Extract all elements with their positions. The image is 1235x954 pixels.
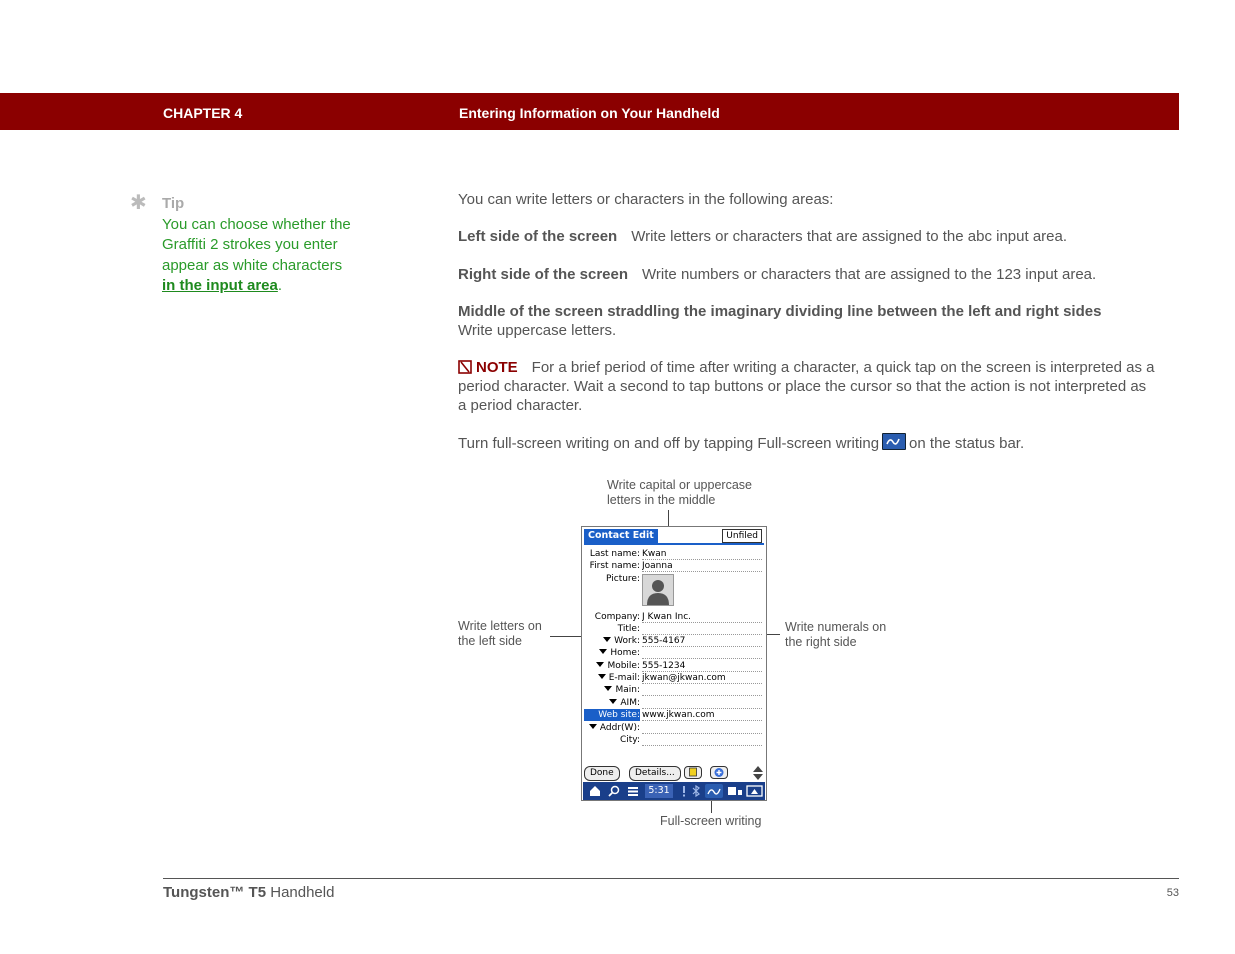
field-first-name[interactable] [584, 560, 764, 572]
status-bar [583, 782, 765, 800]
tip-link-input-area[interactable]: in the input area [162, 276, 278, 294]
field-label[interactable] [609, 697, 640, 709]
intro-paragraph: You can write letters or characters in the following areas: [458, 191, 834, 208]
field-value[interactable]: J Kwan Inc. [642, 611, 762, 623]
dropdown-arrow-icon [598, 674, 606, 679]
field-value[interactable]: jkwan@jkwan.com [642, 672, 762, 684]
left-side-term: Left side of the screen [458, 228, 618, 245]
callout-middle: Write capital or uppercase letters in the middle [607, 478, 752, 507]
field-value[interactable] [642, 684, 762, 696]
person-silhouette-icon [643, 575, 673, 605]
footer-product [163, 884, 334, 901]
left-side-desc: Write letters or characters that are assigned to the abc input area. [631, 228, 1068, 245]
field-last-name[interactable] [584, 548, 764, 560]
note-label: NOTE [476, 359, 518, 376]
scroll-arrows-icon[interactable] [752, 765, 764, 781]
left-side-paragraph [458, 227, 1158, 246]
right-side-paragraph [458, 265, 1158, 284]
note-button[interactable] [684, 766, 702, 779]
home-icon[interactable] [588, 784, 602, 798]
plus-icon [713, 767, 725, 778]
dropdown-arrow-icon [609, 699, 617, 704]
field-value[interactable] [642, 647, 762, 659]
dropdown-arrow-icon [596, 662, 604, 667]
field-label-text: Work: [614, 636, 640, 646]
callout-left: Write letters on the left side [458, 619, 542, 648]
field-label[interactable] [596, 660, 640, 672]
field-label[interactable] [603, 635, 640, 647]
field-label[interactable] [589, 722, 640, 734]
dropdown-arrow-icon [604, 686, 612, 691]
field-email[interactable] [584, 672, 764, 684]
middle-term: Middle of the screen straddling the imaginary dividing line between the left and right sides [458, 303, 1102, 320]
field-label: Company: [594, 612, 640, 622]
field-label-text: Mobile: [607, 661, 640, 671]
note-icon [458, 360, 472, 374]
rotate-screen-icon[interactable] [746, 784, 763, 798]
field-home[interactable] [584, 647, 764, 659]
field-label: Web site: [584, 709, 640, 721]
field-mobile[interactable] [584, 660, 764, 672]
field-value[interactable] [642, 734, 762, 746]
done-button[interactable]: Done [584, 766, 620, 781]
fullscreen-writing-icon [882, 433, 906, 450]
fullscreen-paragraph [458, 433, 1158, 453]
field-title[interactable] [584, 623, 764, 635]
field-label-text: E-mail: [608, 673, 640, 683]
bluetooth-icon[interactable] [689, 784, 703, 798]
note-paragraph [458, 358, 1158, 415]
field-company[interactable] [584, 611, 764, 623]
fullscreen-writing-toggle-icon[interactable] [705, 784, 723, 798]
find-icon[interactable] [607, 784, 621, 798]
fullscreen-text-after: on the status bar. [909, 435, 1025, 452]
chapter-title: Entering Information on Your Handheld [459, 105, 720, 121]
tip-period: . [277, 276, 283, 294]
field-city[interactable] [584, 734, 764, 746]
category-selector[interactable]: Unfiled [722, 529, 762, 543]
tip-body-text: You can choose whether the Graffiti 2 strokes you enter appear as white characters [162, 216, 351, 274]
field-value[interactable] [642, 722, 762, 734]
field-label[interactable] [599, 647, 640, 659]
contact-edit-titlebar [584, 529, 764, 545]
dropdown-arrow-icon [603, 637, 611, 642]
contact-picture[interactable] [642, 574, 674, 606]
field-label: City: [619, 735, 640, 745]
field-label: First name: [589, 561, 640, 571]
field-main[interactable] [584, 684, 764, 696]
field-value[interactable]: Joanna [642, 560, 762, 572]
fullscreen-text-before: Turn full-screen writing on and off by tapping Full-screen writing [458, 435, 880, 452]
tip-text [162, 215, 352, 296]
middle-paragraph [458, 302, 1158, 340]
clock-time[interactable]: 5:31 [645, 784, 673, 798]
field-label[interactable] [598, 672, 640, 684]
footer-product-name: Tungsten™ T5 [163, 884, 267, 901]
field-label: Title: [617, 624, 640, 634]
field-value[interactable]: 555-4167 [642, 635, 762, 647]
field-label: Picture: [606, 574, 640, 584]
field-label[interactable] [604, 684, 640, 696]
footer-product-suffix: Handheld [266, 884, 335, 901]
field-label-text: Addr(W): [599, 723, 640, 733]
tip-heading: Tip [162, 195, 185, 212]
field-label-text: Main: [615, 685, 640, 695]
field-address-work[interactable] [584, 722, 764, 734]
tip-asterisk-icon: ✱ [130, 192, 147, 214]
field-label-text: AIM: [620, 698, 640, 708]
input-area-icon[interactable] [726, 784, 744, 798]
field-aim[interactable] [584, 697, 764, 709]
note-text: For a brief period of time after writing a character, a quick tap on the screen is interpreted as a period character. Wait a second to tap buttons or place the cursor so that the action is not interpreted as a period character. [458, 359, 1155, 414]
field-label-text: Home: [610, 648, 640, 658]
dropdown-arrow-icon [589, 724, 597, 729]
note-page-icon [688, 767, 698, 777]
details-button[interactable]: Details... [629, 766, 681, 781]
dropdown-arrow-icon [599, 649, 607, 654]
field-label: Last name: [589, 549, 640, 559]
field-picture [584, 573, 764, 585]
callout-fullscreen: Full-screen writing [660, 814, 762, 828]
handheld-screen [581, 526, 767, 801]
field-value[interactable]: 555-1234 [642, 660, 762, 672]
field-work[interactable] [584, 635, 764, 647]
callout-right: Write numerals on the right side [785, 620, 887, 649]
add-button[interactable] [710, 766, 728, 779]
field-value[interactable]: Kwan [642, 548, 762, 560]
right-side-term: Right side of the screen [458, 266, 629, 283]
footer-divider [163, 878, 1179, 879]
menu-icon[interactable] [626, 784, 640, 798]
field-value[interactable] [642, 623, 762, 635]
field-value[interactable] [642, 697, 762, 709]
middle-desc: Write uppercase letters. [458, 322, 617, 339]
field-value[interactable]: www.jkwan.com [642, 709, 762, 721]
contact-edit-title: Contact Edit [584, 529, 658, 543]
chapter-label: CHAPTER 4 [163, 105, 243, 121]
right-side-desc: Write numbers or characters that are assigned to the 123 input area. [642, 266, 1097, 283]
field-website[interactable] [584, 709, 764, 721]
page-number: 53 [1166, 887, 1179, 899]
